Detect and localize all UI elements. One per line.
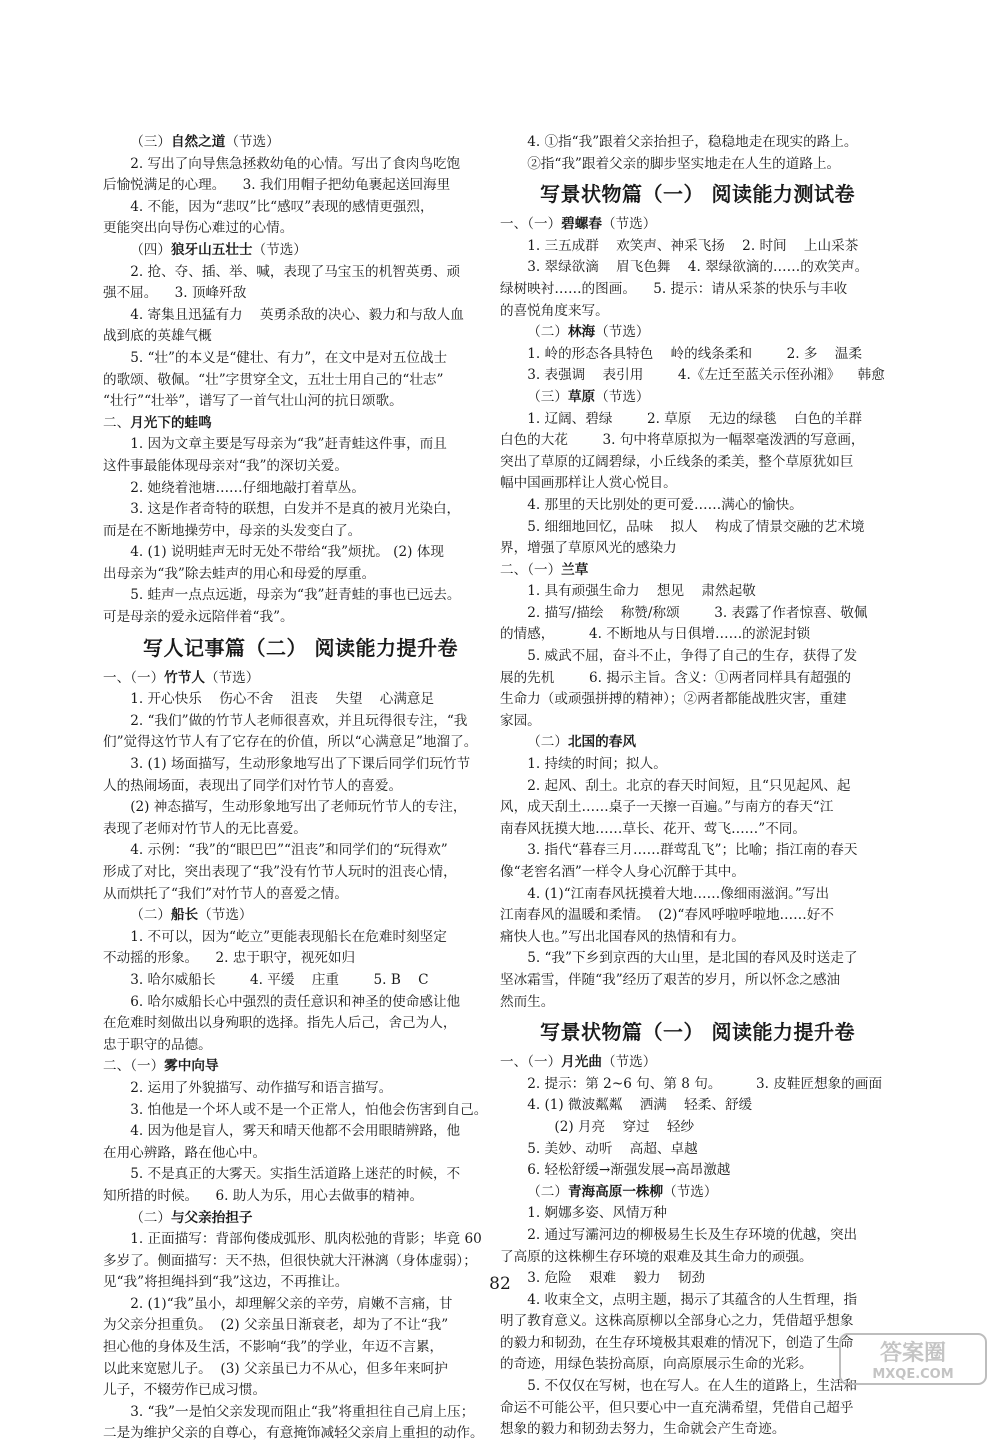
answer-text: 5. 不是真正的大雾天。实指生活道路上迷茫的时候，不: [130, 1166, 461, 1183]
question-heading: [500, 732, 895, 754]
answer-text: 1. 因为文章主要是写母亲为“我”赶青蛙这件事，而且: [130, 436, 447, 453]
answer-text: 3. (1) 场面描写，生动形象地写出了下课后同学们玩竹节: [130, 756, 471, 773]
heading-text: 雾中向导: [164, 1058, 219, 1075]
answer-line: [103, 1186, 498, 1208]
answer-text: 强不屈。 3. 顶峰歼敌: [103, 285, 247, 302]
answer-text: 们”觉得这竹节人有了它存在的价值，所以“心满意足”地溜了。: [103, 734, 478, 751]
answer-line: [500, 279, 895, 301]
answer-line: [500, 862, 895, 884]
heading-text: 草原: [567, 388, 596, 405]
answer-text: 3. 指代“暮春三月……群莺乱飞”；比喻；指江南的春天: [527, 842, 858, 859]
answer-line: [500, 344, 895, 366]
answer-text: 形成了对比，突出表现了“我”没有竹节人玩时的沮丧心情，: [103, 864, 457, 880]
answer-text: 5. “我”下乡到京西的大山里，是北国的春风及时送走了: [527, 950, 858, 967]
heading-number: （四）: [130, 241, 171, 258]
answer-line: [500, 473, 895, 495]
answer-line: [103, 948, 498, 970]
heading-text: 自然之道: [170, 134, 226, 150]
answer-text: 的喜悦角度来写。: [500, 302, 609, 319]
page-number: 82: [489, 1274, 511, 1294]
answer-line: [103, 585, 498, 607]
answer-line: [500, 1117, 895, 1139]
answer-line: [103, 283, 498, 305]
heading-text: 北国的春风: [567, 734, 636, 751]
answer-line: [103, 992, 498, 1014]
answer-text: 白色的大花 3. 句中将草原拟为一幅翠毫泼洒的写意画，: [500, 432, 865, 449]
answer-text: 1. 持续的时间；拟人。: [527, 756, 667, 773]
answer-line: [103, 754, 498, 776]
answer-line: [500, 689, 895, 711]
answer-line: [500, 840, 895, 862]
answer-line: [500, 495, 895, 517]
answer-text: 不动摇的形象。 2. 忠于职守，视死如归: [103, 950, 356, 967]
answer-line: [103, 819, 498, 841]
answer-line: [500, 711, 895, 733]
answer-text: 3. 危险 艰难 毅力 韧劲: [527, 1270, 706, 1287]
answer-text: 2. “我们”做的竹节人老师很喜欢，并且玩得很专注，“我: [130, 712, 468, 729]
answer-line: [500, 1074, 895, 1096]
answer-line: [103, 370, 498, 392]
watermark-text-bottom: MXQE.COM: [872, 1367, 954, 1382]
heading-text: 月光下的蛙鸣: [130, 414, 212, 431]
answer-line: [103, 262, 498, 284]
answer-text: 更能突出向导伤心难过的心情。: [103, 220, 294, 237]
answer-text: 可是母亲的爱永远陪伴着“我”。: [103, 609, 294, 626]
question-heading: [103, 668, 498, 690]
answer-line: [500, 517, 895, 539]
answer-line: [103, 1315, 498, 1337]
answer-line: [103, 521, 498, 543]
answer-line: [103, 175, 498, 197]
answer-text: 4. 那里的天比别处的更可爱……满心的愉快。: [527, 496, 803, 513]
answer-text: 坚冰霜雪，伴随“我”经历了艰苦的岁月，所以怀念之感油: [500, 971, 841, 988]
question-heading: [103, 413, 498, 435]
heading-suffix: （节选）: [601, 216, 657, 233]
answer-text: 忠于职守的品德。: [103, 1036, 212, 1053]
answer-text: 1. 岭的形态各具特色 岭的线条柔和 2. 多 温柔: [527, 345, 862, 362]
answer-text: 5. 威武不屈，奋斗不止，争得了自己的生存，获得了发: [527, 648, 858, 665]
answer-line: [500, 236, 895, 258]
answer-text: 1. 不可以，因为“屹立”更能表现船长在危难时刻坚定: [130, 928, 447, 945]
question-heading: [103, 132, 498, 154]
question-heading: [500, 214, 895, 236]
heading-suffix: （节选）: [601, 1054, 657, 1071]
answer-line: [500, 452, 895, 474]
heading-number: （二）: [527, 734, 568, 751]
heading-number: 二、: [103, 414, 131, 431]
answer-line: [103, 1035, 498, 1057]
answer-line: [103, 434, 498, 456]
answer-line: [500, 819, 895, 841]
answer-text: 见“我”将担绳抖到“我”这边，不再推让。: [103, 1274, 349, 1291]
answer-text: 2. 她绕着池塘……仔细地敲打着草丛。: [130, 479, 365, 496]
heading-number: （二）: [130, 1209, 171, 1226]
answer-text: 3. 翠绿欲滴 眉飞色舞 4. 翠绿欲滴的……的欢笑声。: [527, 259, 869, 276]
answer-line: [500, 430, 895, 452]
answer-line: [500, 301, 895, 323]
answer-text: 在危难时刻做出以身殉职的选择。指先人后己，舍己为人，: [103, 1015, 457, 1032]
question-heading: [500, 1052, 895, 1074]
answer-text: 3. 怕他是一个坏人或不是一个正常人，怕他会伤害到自己。: [130, 1101, 488, 1118]
answer-text: 2. 写出了向导焦急拯救幼龟的心情。写出了食肉鸟吃饱: [130, 155, 461, 172]
answer-text: 命运不可能公平，但只要心中一直充满希望，凭借自己超乎: [500, 1399, 854, 1416]
answer-text: 然而生。: [500, 993, 555, 1010]
heading-suffix: （节选）: [663, 1183, 718, 1200]
answer-line: [103, 1078, 498, 1100]
answer-line: [500, 581, 895, 603]
answer-line: [500, 1247, 895, 1269]
answer-text: 3. 这是作者奇特的联想，白发并不是真的被月光染白，: [130, 501, 461, 518]
answer-text: 江南春风的温暖和柔情。 (2)“春风呼啦呼啦地……好不: [500, 907, 834, 924]
answer-text: 1. 婀娜多姿、风情万种: [527, 1205, 667, 1222]
answer-line: [103, 1164, 498, 1186]
answer-line: [500, 948, 895, 970]
heading-text: 船长: [170, 907, 199, 924]
heading-suffix: （节选）: [595, 388, 650, 405]
answer-text: 2. 抢、夺、插、举、喊，表现了马宝玉的机智英勇、顽: [130, 263, 461, 280]
answer-text: 在用心辨路，路在他心中。: [103, 1144, 267, 1161]
answer-line: [103, 776, 498, 798]
answer-line: [500, 1398, 895, 1420]
heading-number: （三）: [527, 388, 568, 405]
question-heading: [103, 1056, 498, 1078]
answer-line: [500, 1419, 895, 1441]
answer-line: [103, 478, 498, 500]
answer-line: [500, 927, 895, 949]
answer-text: 绿树映衬……的图画。 5. 提示：请从采茶的快乐与丰收: [500, 280, 848, 297]
answer-line: [500, 257, 895, 279]
answer-line: [500, 905, 895, 927]
section-title: 写景状物篇（一） 阅读能力提升卷: [540, 1020, 855, 1045]
answer-text: 1. 辽阔、碧绿 2. 草原 无边的绿毯 白色的羊群: [527, 410, 862, 427]
heading-suffix: （节选）: [595, 324, 650, 341]
answer-line: [500, 538, 895, 560]
answer-line: [103, 1121, 498, 1143]
answer-line: [103, 607, 498, 629]
answer-text: 5. 美妙、动听 高超、卓越: [527, 1140, 698, 1157]
answer-text: 出母亲为“我”除去蛙声的用心和母爱的厚重。: [103, 565, 376, 582]
heading-suffix: （节选）: [225, 134, 280, 150]
answer-text: 像“老窖名酒”一样令人身心沉醉于其中。: [500, 864, 745, 880]
answer-line: [103, 884, 498, 906]
heading-text: 与父亲抬担子: [170, 1209, 253, 1226]
answer-text: 南春风抚摸大地……草长、花开、莺飞……”不同。: [500, 820, 807, 837]
answer-text: ②指“我”跟着父亲的脚步坚实地走在人生的道路上。: [527, 155, 841, 172]
answer-text: 界，增强了草原风光的感染力: [500, 540, 677, 557]
answer-line: [103, 862, 498, 884]
answer-line: [500, 624, 895, 646]
heading-number: 二、（一）: [103, 1058, 165, 1075]
answer-line: [103, 1402, 498, 1424]
answer-line: [500, 1225, 895, 1247]
answer-text: 从而烘托了“我们”对竹节人的喜爱之情。: [103, 885, 348, 902]
answer-line: [103, 154, 498, 176]
answer-text: 4. 寄集且迅猛有力 英勇杀敌的决心、毅力和与敌人血: [130, 306, 464, 323]
answer-line: [500, 1160, 895, 1182]
heading-number: （三）: [130, 134, 171, 150]
answer-line: [103, 499, 498, 521]
answer-text: 2. (1)“我”虽小，却理解父亲的辛劳，肩嫩不言痛，甘: [130, 1295, 453, 1312]
answer-text: 明了教育意义。这株高原柳以全部身心之力，凭借超乎想象: [500, 1313, 854, 1330]
answer-text: 4. (1) 说明蛙声无时无处不带给“我”烦扰。 (2) 体现: [130, 544, 444, 561]
answer-line: [500, 1311, 895, 1333]
answer-line: [500, 365, 895, 387]
answer-text: 4. ①指“我”跟着父亲抬担子，稳稳地走在现实的路上。: [527, 134, 858, 150]
answer-text: 1. 开心快乐 伤心不舍 沮丧 失望 心满意足: [130, 691, 435, 708]
answer-text: 5. “壮”的本义是“健壮、有力”，在文中是对五位战士: [130, 349, 448, 366]
answer-text: 2. 运用了外貌描写、动作描写和语言描写。: [130, 1079, 393, 1096]
answer-text: 以此来宽慰儿子。 (3) 父亲虽已力不从心，但多年来呵护: [103, 1360, 448, 1377]
answer-text: 人的热闹场面，表现出了同学们对竹节人的喜爱。: [103, 777, 403, 794]
answer-line: [103, 1100, 498, 1122]
answer-text: 生命力（或顽强拼搏的精神）；②两者都能战胜灾害，重建: [500, 691, 847, 708]
answer-line: [103, 711, 498, 733]
heading-suffix: （节选）: [252, 241, 307, 258]
answer-line: [500, 1139, 895, 1161]
answer-text: 4. 收束全文，点明主题，揭示了其蕴含的人生哲理，指: [527, 1291, 858, 1308]
answer-text: 家园。: [500, 712, 541, 729]
answer-line: [103, 689, 498, 711]
answer-line: [103, 1229, 498, 1251]
answer-line: [500, 603, 895, 625]
heading-text: 林海: [567, 324, 596, 341]
answer-text: 4. 不能，因为“悲叹”比“感叹”表现的感情更强烈，: [130, 198, 434, 215]
answer-text: 1. 正面描写：背部佝偻成弧形、肌肉松弛的背影；毕竟 60: [130, 1231, 482, 1248]
answer-text: 了高原的这株柳生存环境的艰难及其生命力的顽强。: [500, 1248, 813, 1265]
answer-line: [103, 218, 498, 240]
answer-line: [500, 409, 895, 431]
answer-text: 4. 示例：“我”的“眼巴巴”“沮丧”和同学们的“玩得欢”: [130, 842, 448, 859]
heading-number: 二、（一）: [500, 561, 562, 578]
question-heading: [103, 1208, 498, 1230]
watermark-logo: [838, 1330, 988, 1388]
answer-text: 战到底的英雄气概: [103, 328, 212, 345]
answer-line: [500, 797, 895, 819]
answer-line: [103, 840, 498, 862]
heading-text: 月光曲: [561, 1054, 602, 1071]
answer-line: [103, 1380, 498, 1402]
answer-line: [103, 1337, 498, 1359]
answer-line: [500, 132, 895, 154]
answer-text: 这件事最能体现母亲对“我”的深切关爱。: [103, 457, 348, 474]
question-heading: [500, 560, 895, 582]
answer-text: 6. 轻松舒缓→渐强发展→高昂激越: [527, 1162, 731, 1179]
answer-text: 3. 哈尔威船长 4. 平缓 庄重 5. B C: [130, 971, 429, 988]
answer-text: 为父亲分担重负。 (2) 父亲虽日渐衰老，却为了不让“我”: [103, 1317, 449, 1334]
answer-line: [103, 1359, 498, 1381]
heading-text: 狼牙山五壮士: [170, 241, 253, 258]
answer-line: [103, 348, 498, 370]
answer-line: [500, 884, 895, 906]
answer-line: [500, 1376, 895, 1398]
answer-line: [103, 970, 498, 992]
section-title: 写人记事篇（二） 阅读能力提升卷: [143, 635, 458, 660]
answer-text: 2. 通过写灞河边的柳极易生长及生存环境的优越，突出: [527, 1226, 858, 1243]
answer-line: [103, 1294, 498, 1316]
answer-line: [500, 970, 895, 992]
answer-text: 幅中国画那样让人赏心悦目。: [500, 475, 677, 492]
answer-line: [500, 776, 895, 798]
answer-line: [103, 1251, 498, 1273]
answer-line: [103, 1143, 498, 1165]
heading-text: 碧螺春: [561, 216, 602, 233]
answer-line: [103, 732, 498, 754]
answer-line: [500, 992, 895, 1014]
question-heading: [500, 322, 895, 344]
heading-suffix: （节选）: [204, 669, 260, 686]
answer-text: (2) 月亮 穿过 轻纱: [554, 1118, 695, 1135]
answer-line: [500, 668, 895, 690]
answer-text: 突出了草原的辽阔碧绿，小丘线条的柔美，整个草原犹如巨: [500, 453, 854, 470]
answer-text: 2. 描写/描绘 称赞/称颂 3. 表露了作者惊喜、敬佩: [527, 604, 868, 621]
heading-number: （二）: [527, 1183, 568, 1200]
answer-text: 的奇迹，用绿色装扮高原，向高原展示生命的光彩。: [500, 1356, 813, 1373]
watermark-text-top: 答案圈: [879, 1341, 947, 1366]
question-heading: [103, 905, 498, 927]
answer-line: [103, 927, 498, 949]
answer-text: 痛快人也。”写出北国春风的热情和有力。: [500, 928, 745, 945]
answer-line: [500, 1203, 895, 1225]
answer-text: 担心他的身体及生活，不影响“我”的学业，年迈不言累，: [103, 1339, 444, 1356]
answer-line: [103, 197, 498, 219]
answer-text: 的歌颂、敬佩。“壮”字贯穿全文，五壮士用自己的“壮志”: [103, 371, 444, 388]
question-heading: [103, 240, 498, 262]
answer-text: 知所措的时候。 6. 助人为乐，用心去做事的精神。: [103, 1187, 424, 1204]
answer-text: 2. 起风、刮土。北京的春天时间短，且“只见起风、起: [527, 777, 851, 794]
answer-text: 而是在不断地操劳中，母亲的头发变白了。: [103, 522, 362, 539]
left-column: [103, 132, 498, 1445]
answer-line: [103, 1013, 498, 1035]
right-column: [500, 132, 895, 1441]
answer-line: [500, 1333, 895, 1355]
answer-line: [500, 154, 895, 176]
answer-line: [500, 1095, 895, 1117]
heading-suffix: （节选）: [198, 907, 253, 924]
answer-text: 4. (1)“江南春风抚摸着大地……像细雨滋润。”写出: [527, 885, 830, 902]
answer-text: 4. 因为他是盲人，雾天和晴天他都不会用眼睛辨路，他: [130, 1123, 461, 1140]
heading-text: 兰草: [561, 561, 589, 578]
section-title: 写景状物篇（一） 阅读能力测试卷: [540, 182, 855, 207]
answer-text: 的毅力和韧劲，在生存环境极其艰难的情况下，创造了生命: [500, 1334, 854, 1351]
answer-text: 6. 哈尔威船长心中强烈的责任意识和神圣的使命感让他: [130, 993, 461, 1010]
answer-text: 3. 表强调 表引用 4.《左迁至蓝关示侄孙湘》 韩愈: [527, 367, 885, 384]
answer-line: [103, 305, 498, 327]
answer-text: “壮行”“壮举”，谱写了一首气壮山河的抗日颂歌。: [103, 393, 403, 410]
answer-text: 想象的毅力和韧劲去努力，生命就会产生奇迹。: [500, 1421, 786, 1438]
answer-line: [500, 646, 895, 668]
answer-text: (2) 神态描写，生动形象地写出了老师玩竹节人的专注，: [130, 799, 467, 816]
answer-text: 风，成天刮土……桌子一天擦一百遍。”与南方的春天“江: [500, 799, 834, 816]
answer-text: 1. 具有顽强生命力 想见 肃然起敬: [527, 583, 756, 600]
heading-text: 竹节人: [164, 669, 205, 686]
answer-text: 2. 提示：第 2~6 句、第 8 句。 3. 皮鞋匠想象的画面: [527, 1075, 883, 1092]
question-heading: [500, 387, 895, 409]
heading-text: 青海高原一株柳: [567, 1183, 664, 1200]
answer-line: [103, 564, 498, 586]
answer-line: [103, 797, 498, 819]
answer-line: [103, 391, 498, 413]
answer-text: 5. 不仅仅在写树，也在写人。在人生的道路上，生活和: [527, 1378, 858, 1395]
answer-text: 后愉悦满足的心理。 3. 我们用帽子把幼龟裹起送回海里: [103, 177, 451, 194]
answer-text: 1. 三五成群 欢笑声、神采飞扬 2. 时间 上山采茶: [527, 237, 859, 254]
answer-line: [500, 1354, 895, 1376]
answer-text: 5. 蛙声一点点远逝，母亲为“我”赶青蛙的事也已远去。: [130, 587, 461, 604]
heading-number: 一、（一）: [500, 216, 562, 233]
answer-text: 3. “我”一是怕父亲发现而阻止“我”将重担往自己肩上压；: [130, 1403, 475, 1420]
answer-line: [500, 754, 895, 776]
answer-text: 的情感， 4. 不断地从与日俱增……的淤泥封锁: [500, 626, 811, 643]
heading-number: （二）: [527, 324, 568, 341]
answer-text: 二是为维护父亲的自尊心，有意掩饰减轻父亲肩上重担的动作。: [103, 1425, 484, 1442]
answer-line: [103, 542, 498, 564]
answer-text: 儿子，不辍劳作已成习惯。: [103, 1382, 267, 1399]
answer-text: 4. (1) 微波粼粼 洒满 轻柔、舒缓: [527, 1097, 753, 1114]
heading-number: 一、（一）: [500, 1054, 562, 1071]
answer-text: 5. 细细地回忆，品味 拟人 构成了情景交融的艺术境: [527, 518, 865, 535]
heading-number: （二）: [130, 907, 171, 924]
answer-line: [103, 1423, 498, 1445]
answer-text: 表现了老师对竹节人的无比喜爱。: [103, 820, 307, 837]
answer-text: 多岁了。侧面描写：天不热，但很快就大汗淋漓（身体虚弱）；: [103, 1252, 477, 1269]
answer-line: [103, 456, 498, 478]
heading-number: 一、（一）: [103, 669, 165, 686]
answer-line: [103, 326, 498, 348]
question-heading: [500, 1182, 895, 1204]
answer-text: 展的先机 6. 揭示主旨。含义：①两者同样具有超强的: [500, 669, 851, 686]
